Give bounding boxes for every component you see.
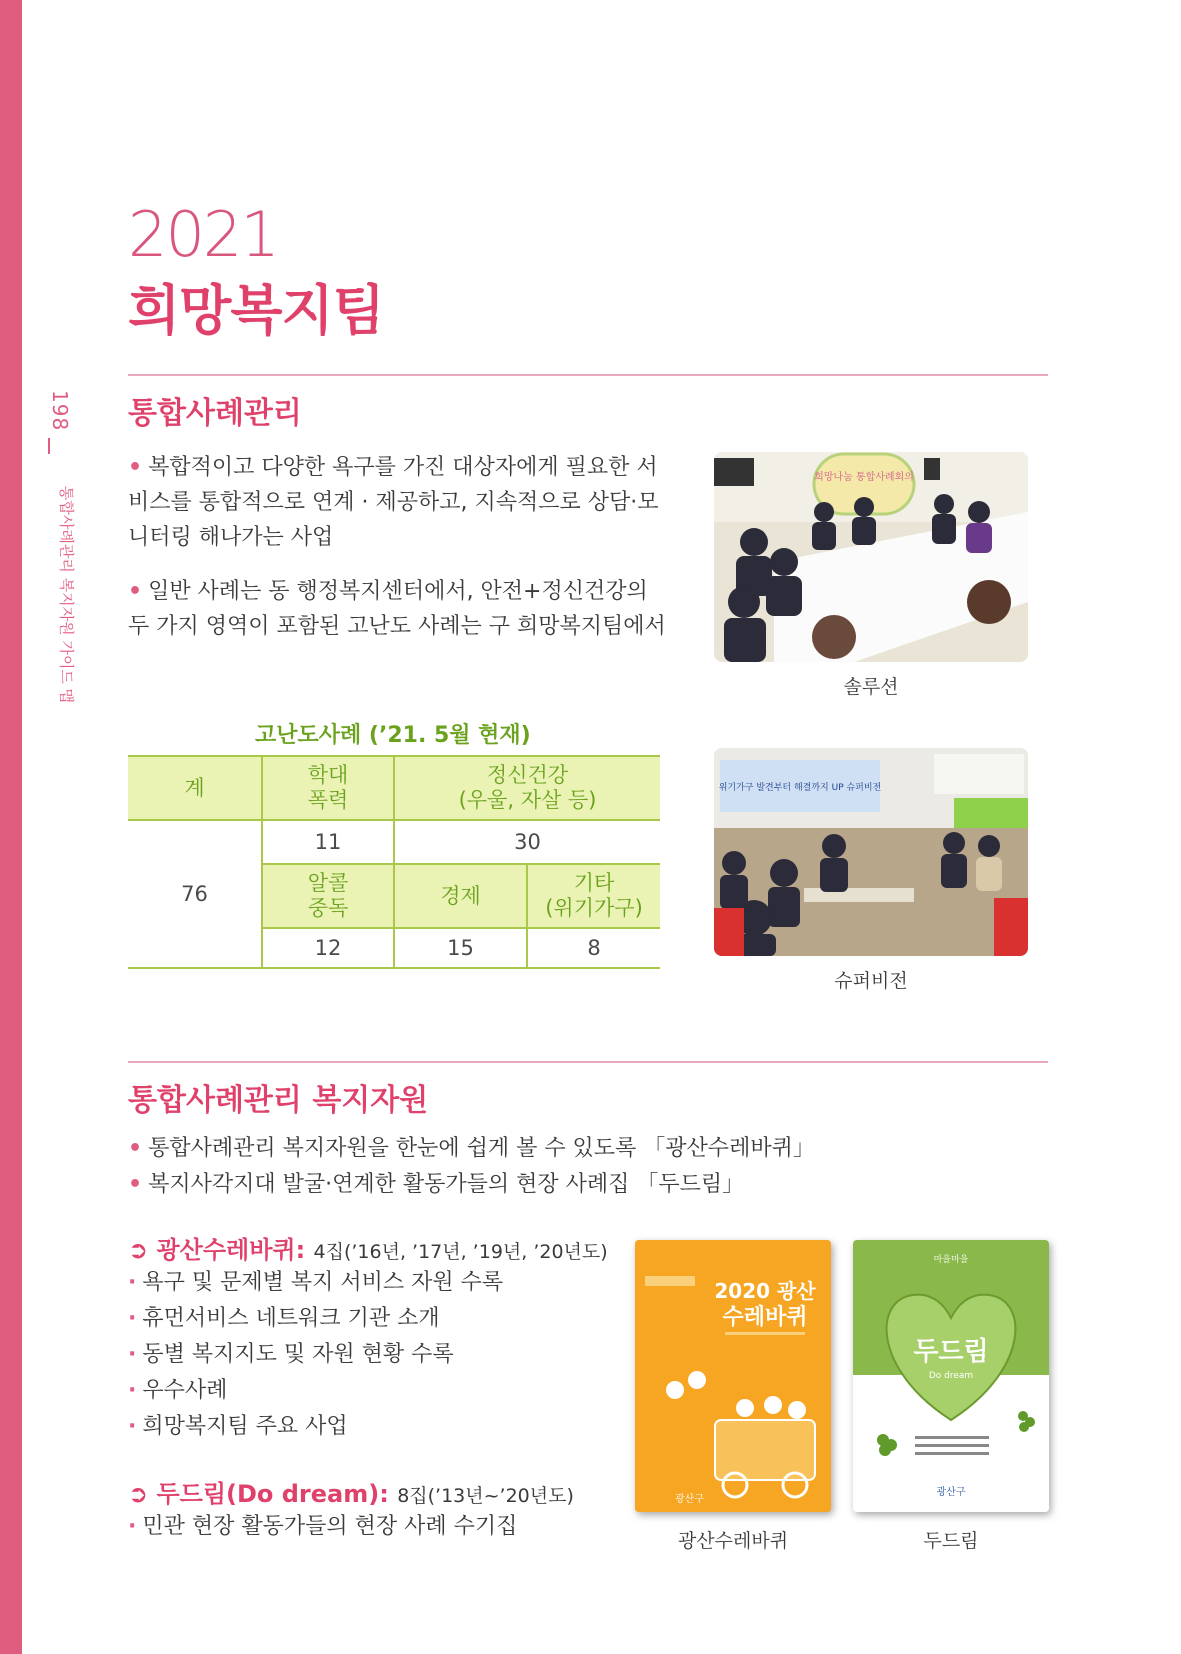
table-cell-other: 8 — [527, 928, 660, 968]
bullet-icon: • — [128, 1136, 143, 1161]
bullet-icon: • — [128, 579, 143, 604]
cover-illustration — [635, 1240, 831, 1512]
bullet-icon: · — [128, 1270, 137, 1295]
photo-caption: 솔루션 — [843, 676, 899, 698]
table-header-abuse: 학대 폭력 — [262, 756, 394, 820]
bullet-text: 일반 사례는 동 행정복지센터에서, 안전+정신건강의 두 가지 영역이 포함된 고난도 사례는 구 희망복지팀에서 — [128, 579, 666, 639]
table-cell-alcohol: 12 — [262, 928, 394, 968]
cover-small-title: 마을마을 — [933, 1255, 969, 1265]
cover-main-title: 두드림 — [913, 1337, 989, 1367]
bullet-icon: · — [128, 1514, 137, 1539]
bullet-icon: · — [128, 1342, 137, 1367]
bullet-paragraph — [128, 574, 668, 644]
bullet-icon: • — [128, 455, 143, 480]
cover-subtitle: Do dream — [928, 1371, 974, 1381]
table-header-alcohol: 알콜 중독 — [262, 864, 394, 928]
book1-detail: 4집(’16년, ’17년, ’19년, ’20년도) — [313, 1241, 608, 1263]
photo-caption: 슈퍼비전 — [834, 970, 908, 992]
cover-title-line2: 수레바퀴 — [722, 1305, 808, 1330]
list-item: · 휴먼서비스 네트워크 기관 소개 — [128, 1306, 440, 1331]
list-item: · 민관 현장 활동가들의 현장 사례 수기집 — [128, 1514, 518, 1539]
table-cell-economy: 15 — [394, 928, 527, 968]
table-cell-total: 76 — [128, 820, 262, 968]
side-divider — [48, 438, 50, 454]
cover-publisher: 광산구 — [936, 1487, 966, 1498]
cover-title-line1: 2020 광산 — [714, 1279, 816, 1303]
cover-publisher: 광산구 — [675, 1494, 704, 1505]
meeting-photo — [714, 452, 1028, 662]
side-section-title: 통합사례관리 복지자원 가이드 맵 — [57, 485, 76, 704]
bullet-icon: · — [128, 1378, 137, 1403]
bullet-paragraph — [128, 450, 668, 555]
supervision-photo-image — [714, 748, 1028, 956]
arrow-right-icon: ➲ — [128, 1480, 157, 1508]
page-year: 2021 — [128, 198, 278, 271]
intro-item: • 통합사례관리 복지자원을 한눈에 쉽게 볼 수 있도록 「광산수레바퀴」 — [128, 1136, 815, 1161]
section-heading: 통합사례관리 복지자원 — [128, 1083, 429, 1118]
cover-caption: 광산수레바퀴 — [677, 1530, 789, 1552]
section-heading: 통합사례관리 — [128, 396, 302, 431]
bullet-text: 복합적이고 다양한 욕구를 가진 대상자에게 필요한 서비스를 통합적으로 연계 · 제공하고, 지속적으로 상담·모니터링 해나가는 사업 — [128, 455, 659, 550]
table-cell-mental: 30 — [394, 820, 660, 864]
bullet-icon: • — [128, 1172, 143, 1197]
section-rule — [128, 374, 1048, 376]
supervision-photo — [714, 748, 1028, 956]
cover-illustration — [853, 1240, 1049, 1512]
table-cell-abuse: 11 — [262, 820, 394, 864]
cover-do-dream — [853, 1240, 1049, 1512]
bullet-icon: · — [128, 1414, 137, 1439]
page-title: 희망복지팀 — [128, 279, 384, 342]
cover-caption: 두드림 — [923, 1530, 979, 1552]
table-header-mental: 정신건강 (우울, 자살 등) — [394, 756, 660, 820]
book1-heading: ➲ 광산수레바퀴: 4집(’16년, ’17년, ’19년, ’20년도) — [128, 1236, 608, 1264]
page-number: 198 — [48, 390, 72, 432]
bullet-icon: · — [128, 1306, 137, 1331]
list-item: · 우수사례 — [128, 1378, 228, 1403]
list-item: · 동별 복지지도 및 자원 현황 수록 — [128, 1342, 454, 1367]
table-header-economy: 경제 — [394, 864, 527, 928]
cases-table — [128, 755, 660, 969]
side-bar — [0, 0, 22, 1654]
book2-detail: 8집(’13년~’20년도) — [397, 1485, 574, 1507]
banner-text: 희망나눔 통합사례회의 — [814, 472, 914, 483]
table-header-other: 기타 (위기가구) — [527, 864, 660, 928]
section-rule — [128, 1061, 1048, 1063]
list-item: · 희망복지팀 주요 사업 — [128, 1414, 348, 1439]
book2-heading: ➲ 두드림(Do dream): 8집(’13년~’20년도) — [128, 1480, 574, 1508]
list-item: · 욕구 및 문제별 복지 서비스 자원 수록 — [128, 1270, 504, 1295]
intro-item: • 복지사각지대 발굴·연계한 활동가들의 현장 사례집 「두드림」 — [128, 1172, 745, 1197]
arrow-right-icon: ➲ — [128, 1236, 157, 1264]
meeting-photo-image — [714, 452, 1028, 662]
banner-text: 위기가구 발견부터 해결까지 UP 슈퍼비전 — [718, 783, 882, 793]
cover-gwangsan-wheel — [635, 1240, 831, 1512]
table-header-total: 계 — [128, 756, 262, 820]
table-caption: 고난도사례 (’21. 5월 현재) — [255, 723, 531, 748]
